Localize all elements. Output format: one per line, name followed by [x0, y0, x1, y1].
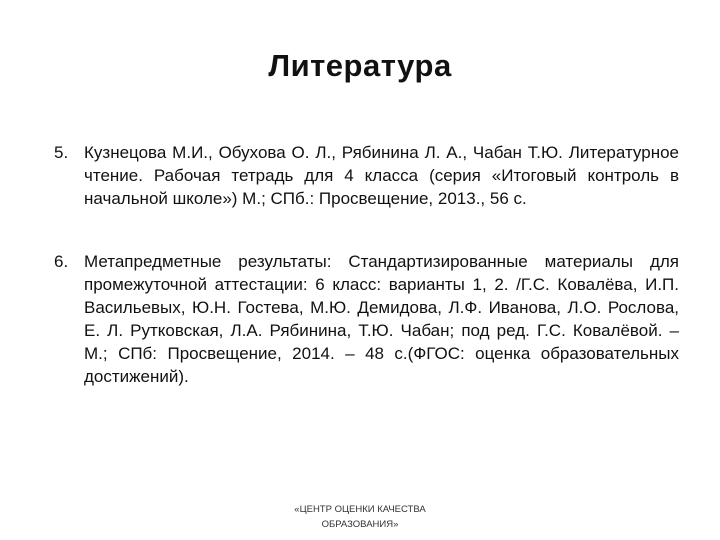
reference-text: Кузнецова М.И., Обухова О. Л., Рябинина Л. А., Чабан Т.Ю. Литературное чтение. Рабочая тетрадь для 4 класса (серия «Итоговый контроль в начальной школе») М.; СПб.: Просвещение, 2013., 56 с. — [84, 143, 679, 208]
footer-line: «ЦЕНТР ОЦЕНКИ КАЧЕСТВА — [294, 504, 426, 515]
reference-text: Метапредметные результаты: Стандартизированные материалы для промежуточной аттестации: 6 класс: варианты 1, 2. /Г.С. Ковалёва, И.П. Васильевых, Ю.Н. Гостева, М.Ю. Демидова, Л.Ф. Иванова, Л.О. Рослова, Е. Л. Рутковская, Л.А. Рябинина, Т.Ю. Чабан; под ред. Г.С. Ковалёвой. – М.; СПб: Просвещение, 2014. – 48 с.(ФГОС: оценка образовательных достижений). — [84, 252, 679, 386]
footer-line: ОБРАЗОВАНИЯ» — [321, 519, 399, 530]
reference-item — [54, 141, 679, 210]
reference-number: 6. — [54, 252, 69, 271]
footer-organization — [260, 502, 460, 532]
slide-title: Литература — [268, 48, 452, 83]
reference-number: 5. — [54, 143, 69, 162]
reference-list — [54, 141, 679, 388]
reference-item — [54, 250, 679, 388]
